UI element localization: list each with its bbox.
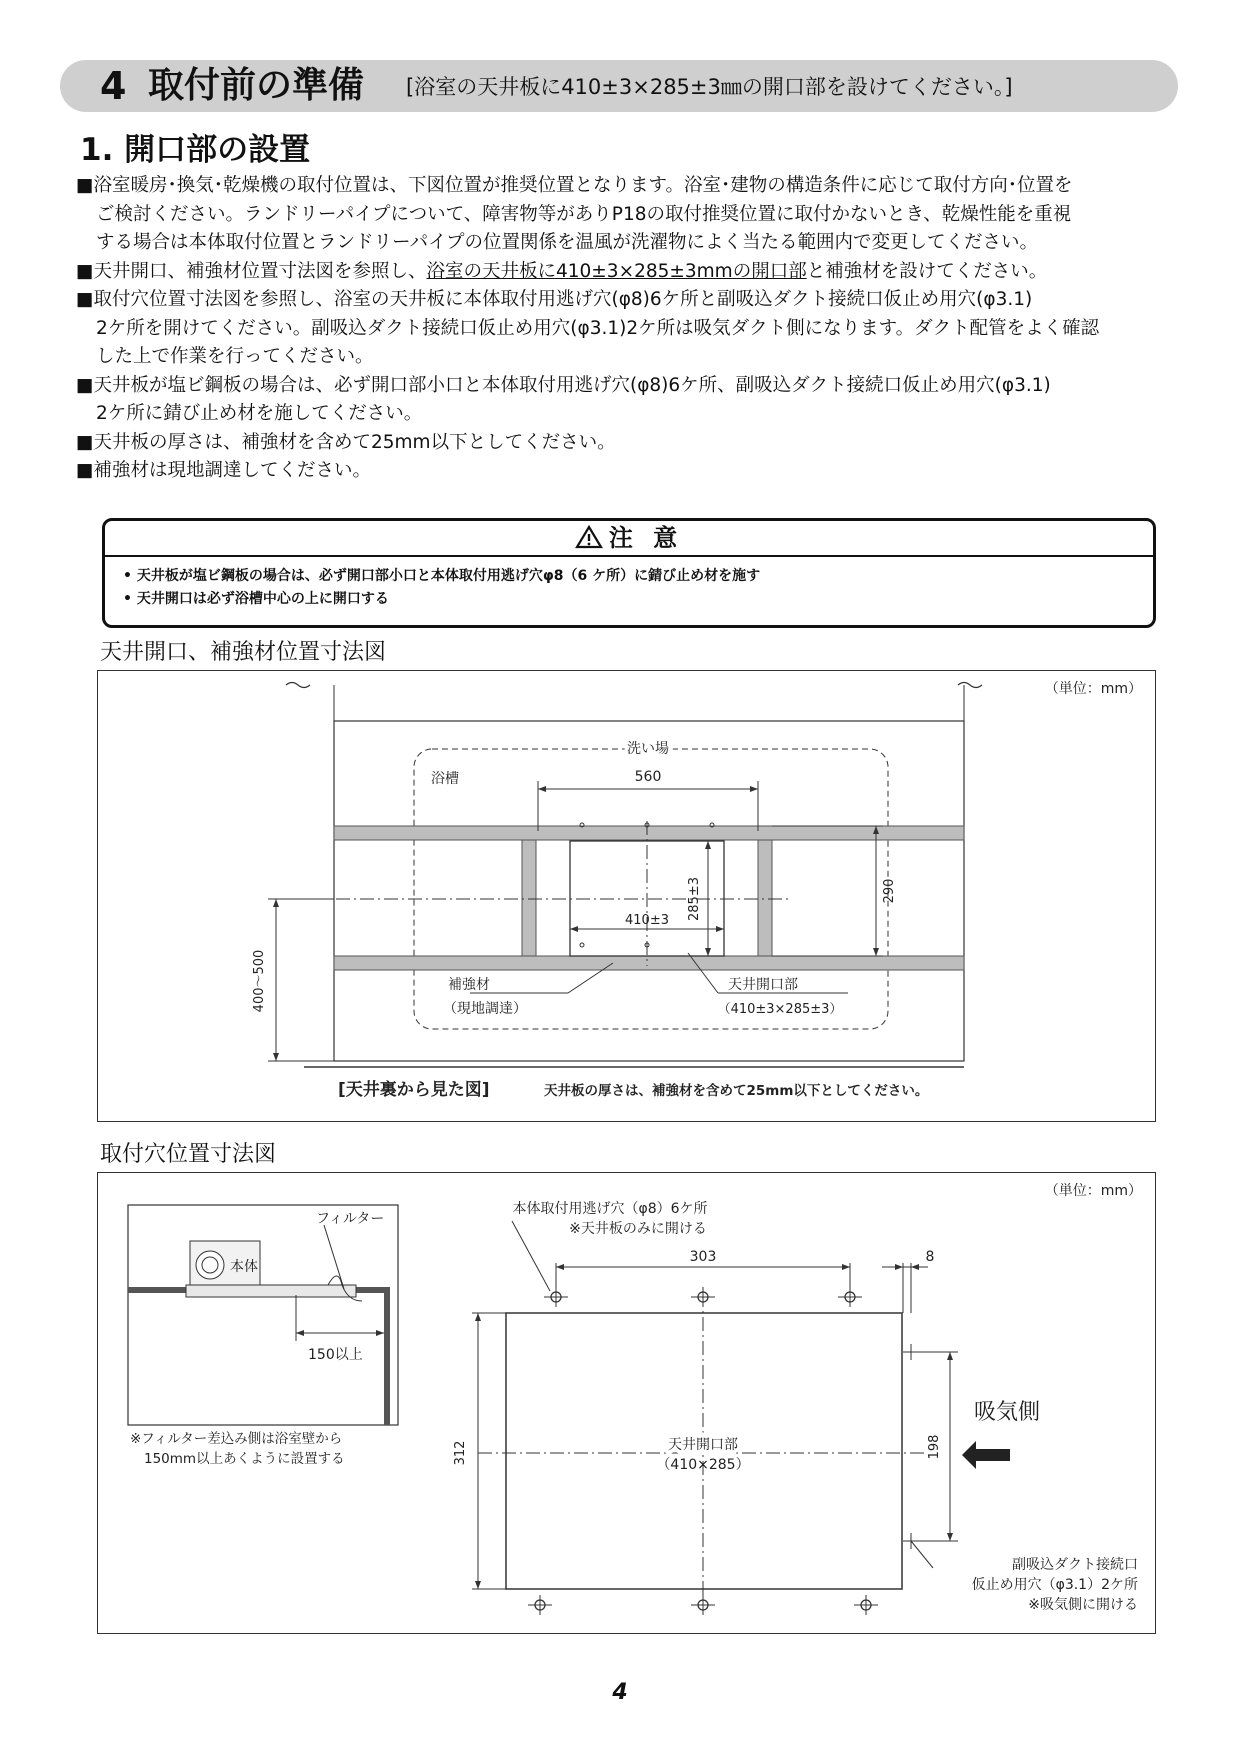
diagram-1-frame xyxy=(97,670,1156,1122)
dim-label-312: 312 xyxy=(453,1440,468,1466)
opening-label: 天井開口部 xyxy=(668,1437,738,1453)
intake-label: 吸気側 xyxy=(974,1400,1041,1425)
duct-label-line-3: ※吸気側に開ける xyxy=(1028,1597,1138,1613)
opening-label: 天井開口部 xyxy=(728,977,798,993)
intake-arrow-icon xyxy=(962,1441,1010,1469)
bullet-3-line-2: 2ケ所を開けてください。副吸込ダクト接続口仮止め用穴(φ3.1)2ケ所は吸気ダクト側になります。ダクト配管をよく確認 xyxy=(96,317,1100,339)
view-caption: [天井裏から見た図] xyxy=(338,1080,490,1100)
caution-title: 注 意 xyxy=(608,524,684,552)
filter-label: フィルター xyxy=(316,1211,385,1227)
dim-label-290: 290 xyxy=(882,878,897,904)
dim-label-150: 150以上 xyxy=(308,1347,363,1363)
bullet-5: ■天井板の厚さは、補強材を含めて25mm以下としてください。 xyxy=(76,431,616,453)
diagram-2-frame xyxy=(97,1172,1156,1634)
bullet-4-line-1: ■天井板が塩ビ鋼板の場合は、必ず開口部小口と本体取付用逃げ穴(φ8)6ケ所、副吸込ダクト接続口仮止め用穴(φ3.1) xyxy=(76,374,1051,396)
thickness-note: 天井板の厚さは、補強材を含めて25mm以下としてください。 xyxy=(544,1083,929,1099)
inset-note-line-2: 150mm以上あくように設置する xyxy=(144,1451,345,1467)
unit-label: （単位：mm） xyxy=(1044,1183,1142,1199)
bullet-2-pre: ■天井開口、補強材位置寸法図を参照し、 xyxy=(76,260,427,282)
bullet-2-underlined: 浴室の天井板に410±3×285±3mmの開口部 xyxy=(426,260,807,282)
duct-label-line-1: 副吸込ダクト接続口 xyxy=(1012,1557,1138,1573)
opening-size-label: （410×285） xyxy=(656,1457,750,1473)
dim-label-285: 285±3 xyxy=(687,877,702,921)
dim-label-410: 410±3 xyxy=(625,913,669,928)
reinforcement-post-right xyxy=(758,840,772,956)
unit-fan-icon xyxy=(196,1251,224,1279)
reinforcement-beam-bottom xyxy=(334,956,964,970)
wash-area-label: 洗い場 xyxy=(627,741,669,757)
reinforcement-post-left xyxy=(522,840,536,956)
holes-label-line-1: 本体取付用逃げ穴（φ8）6ケ所 xyxy=(512,1201,708,1217)
caution-line-2: • 天井開口は必ず浴槽中心の上に開口する xyxy=(123,591,389,607)
bullet-4-line-2: 2ケ所に錆び止め材を施してください。 xyxy=(96,403,423,424)
ceiling-opening-diagram xyxy=(98,671,1155,1121)
diagram-1-title: 天井開口、補強材位置寸法図 xyxy=(100,640,387,665)
leader-duct xyxy=(911,1541,933,1568)
dim-label-400-500: 400～500 xyxy=(252,949,267,1013)
page-number: 4 xyxy=(612,1680,628,1705)
duct-label-line-2: 仮止め用穴（φ3.1）2ケ所 xyxy=(971,1577,1138,1593)
dim-label-198: 198 xyxy=(927,1434,942,1460)
diagram-2-title: 取付穴位置寸法図 xyxy=(100,1142,277,1167)
bullet-2 xyxy=(76,258,1176,287)
bullet-1-line-2: ご検討ください。ランドリーパイプについて、障害物等がありP18の取付推奨位置に取付かないとき、乾燥性能を重視 xyxy=(96,203,1072,225)
break-mark-left xyxy=(286,683,310,688)
leader-holes xyxy=(512,1221,550,1291)
dim-label-303: 303 xyxy=(689,1249,717,1265)
section-number: 4 xyxy=(100,64,127,108)
reinforcement-sub-label: （現地調達） xyxy=(443,1001,527,1017)
subsection-title: 1. 開口部の設置 xyxy=(80,132,311,168)
inset-wall xyxy=(384,1287,390,1425)
opening-size-label: （410±3×285±3） xyxy=(717,1002,843,1017)
bullet-2-post: と補強材を設けてください。 xyxy=(806,260,1048,282)
inset-frame xyxy=(128,1205,398,1425)
body-label: 本体 xyxy=(230,1259,258,1275)
caution-line-1: • 天井板が塩ビ鋼板の場合は、必ず開口部小口と本体取付用逃げ穴φ8（6 ケ所）に錆び止め材を施す xyxy=(123,568,761,584)
bullet-1-line-3: する場合は本体取付位置とランドリーパイプの位置関係を温風が洗濯物によく当たる範囲内で変更してください。 xyxy=(96,232,1039,253)
instruction-list xyxy=(76,172,1176,486)
bathtub-label: 浴槽 xyxy=(431,771,459,787)
section-title: 取付前の準備 xyxy=(148,65,365,106)
caution-header xyxy=(105,521,1153,557)
reinforcement-beam-top xyxy=(334,826,964,840)
mounting-hole-diagram xyxy=(98,1173,1155,1633)
holes-label-line-2: ※天井板のみに開ける xyxy=(569,1221,707,1237)
bullet-6: ■補強材は現地調達してください。 xyxy=(76,460,371,481)
section-subtitle: [浴室の天井板に410±3×285±3㎜の開口部を設けてください。] xyxy=(406,75,1013,99)
dim-label-560: 560 xyxy=(634,769,662,785)
reinforcement-label: 補強材 xyxy=(448,977,490,993)
bullet-3-line-3: した上で作業を行ってください。 xyxy=(96,346,374,367)
warning-triangle-icon xyxy=(575,525,603,549)
break-mark-right xyxy=(958,683,982,688)
unit-label: （単位：mm） xyxy=(1044,681,1142,697)
caution-body xyxy=(105,557,1153,619)
dim-label-8: 8 xyxy=(925,1249,935,1265)
bullet-3-line-1: ■取付穴位置寸法図を参照し、浴室の天井板に本体取付用逃げ穴(φ8)6ケ所と副吸込ダクト接続口仮止め用穴(φ3.1) xyxy=(76,289,1033,310)
caution-box xyxy=(102,518,1156,628)
inset-note-line-1: ※フィルター差込み側は浴室壁から xyxy=(130,1431,343,1447)
bullet-1-line-1: ■浴室暖房･換気･乾燥機の取付位置は、下図位置が推奨位置となります。浴室･建物の構造条件に応じて取付方向･位置を xyxy=(76,175,1073,196)
